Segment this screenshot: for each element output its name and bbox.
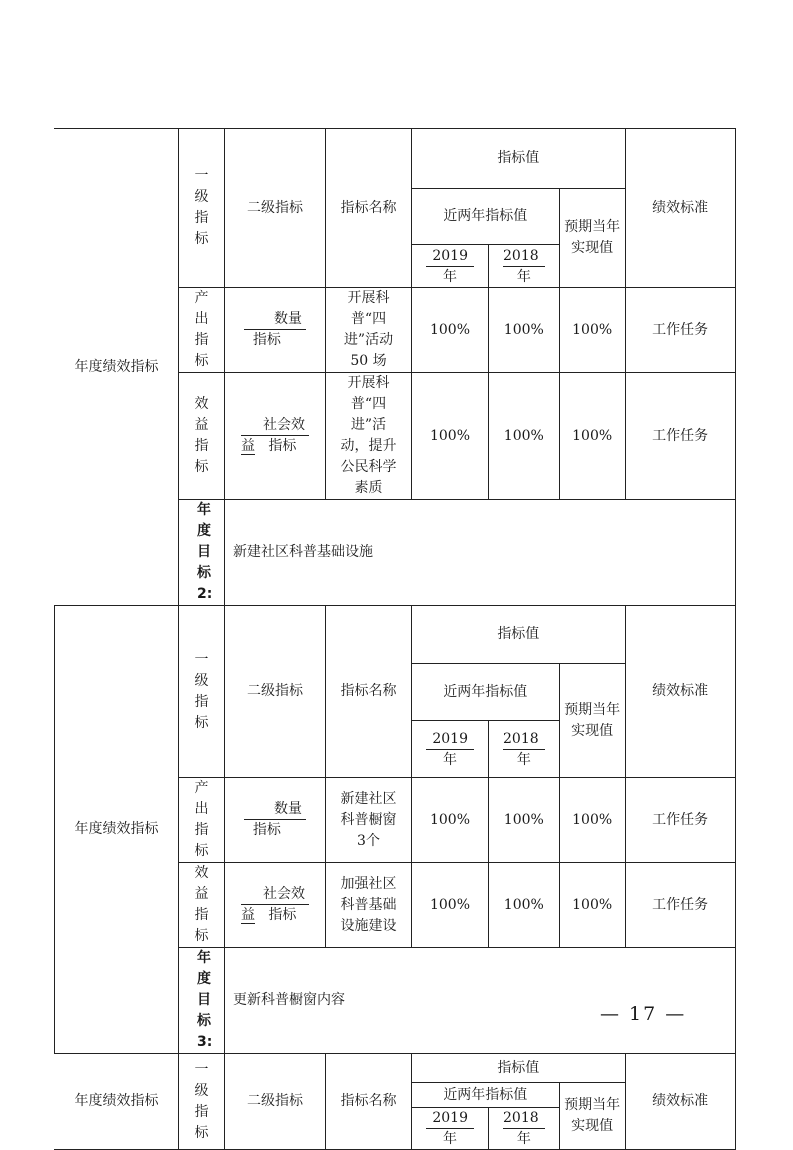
level2-cell: 社会效 益 指标 xyxy=(225,863,326,948)
standard-cell: 工作任务 xyxy=(625,288,735,373)
name-header-3: 指标名称 xyxy=(326,1054,412,1150)
value-2019-cell: 100% xyxy=(412,778,489,863)
standard-header-2: 绩效标准 xyxy=(625,606,735,778)
goal-label-3: 年度目标 3: xyxy=(179,948,225,1054)
level2-header-2: 二级指标 xyxy=(225,606,326,778)
indicator-name-cell: 开展科普“四进”活动，提升公民科学素质 xyxy=(326,373,412,500)
expected-value-cell: 100% xyxy=(559,373,625,500)
year-2019-header-1: 2019 年 xyxy=(412,245,489,288)
value-2019-cell: 100% xyxy=(412,863,489,948)
indicator-name-cell: 开展科普“四进”活动 50 场 xyxy=(326,288,412,373)
section2-header-row-1 xyxy=(55,606,736,664)
level2-header-1: 二级指标 xyxy=(225,129,326,288)
level2-cell: 社会效 益 指标 xyxy=(225,373,326,500)
expected-header-1: 预期当年实现值 xyxy=(559,189,625,288)
name-header-2: 指标名称 xyxy=(326,606,412,778)
recent-two-header-2: 近两年指标值 xyxy=(412,664,560,721)
level1-header-2: 一级指标 xyxy=(179,606,225,778)
expected-value-cell: 100% xyxy=(559,863,625,948)
value-2019-cell: 100% xyxy=(412,288,489,373)
expected-value-cell: 100% xyxy=(559,288,625,373)
year-2019-header-2: 2019 年 xyxy=(412,721,489,778)
standard-cell: 工作任务 xyxy=(625,778,735,863)
year-2018-header-1: 2018 年 xyxy=(489,245,560,288)
level1-cell: 效益指标 xyxy=(179,373,225,500)
standard-header-3: 绩效标准 xyxy=(625,1054,735,1150)
standard-cell: 工作任务 xyxy=(625,373,735,500)
level1-header-1: 一级指标 xyxy=(179,129,225,288)
recent-two-header-1: 近两年指标值 xyxy=(412,189,560,245)
value-2018-cell: 100% xyxy=(489,778,560,863)
level2-cell: 数量 指标 xyxy=(225,288,326,373)
level1-cell: 效益指标 xyxy=(179,863,225,948)
value-2018-cell: 100% xyxy=(489,373,560,500)
goal-label-2: 年度目标 2: xyxy=(179,500,225,606)
standard-header-1: 绩效标准 xyxy=(625,129,735,288)
level1-cell: 产出指标 xyxy=(179,778,225,863)
level1-header-3: 一级指标 xyxy=(179,1054,225,1150)
level2-cell: 数量 指标 xyxy=(225,778,326,863)
section1-header-row-1 xyxy=(55,129,736,189)
performance-indicator-table xyxy=(54,128,736,1150)
annual-indicator-label-3: 年度绩效指标 xyxy=(55,1054,179,1150)
recent-two-header-3: 近两年指标值 xyxy=(412,1083,560,1108)
standard-cell: 工作任务 xyxy=(625,863,735,948)
year-2018-header-2: 2018 年 xyxy=(489,721,560,778)
expected-header-3: 预期当年实现值 xyxy=(559,1083,625,1150)
year-2019-header-3: 2019 年 xyxy=(412,1108,489,1150)
annual-indicator-label-2: 年度绩效指标 xyxy=(55,606,179,1054)
annual-indicator-label-1: 年度绩效指标 xyxy=(55,129,179,606)
indicator-value-header-1: 指标值 xyxy=(412,129,626,189)
goal-text-2: 新建社区科普基础设施 xyxy=(225,500,736,606)
level1-cell: 产出指标 xyxy=(179,288,225,373)
indicator-value-header-3: 指标值 xyxy=(412,1054,626,1083)
year-2018-header-3: 2018 年 xyxy=(489,1108,560,1150)
indicator-name-cell: 加强社区科普基础设施建设 xyxy=(326,863,412,948)
goal-text-3: 更新科普橱窗内容 xyxy=(225,948,736,1054)
name-header-1: 指标名称 xyxy=(326,129,412,288)
indicator-name-cell: 新建社区科普橱窗3个 xyxy=(326,778,412,863)
value-2018-cell: 100% xyxy=(489,288,560,373)
expected-header-2: 预期当年实现值 xyxy=(559,664,625,778)
page-number: — 17 — xyxy=(600,1003,687,1025)
level2-header-3: 二级指标 xyxy=(225,1054,326,1150)
section3-header-row-1 xyxy=(55,1054,736,1083)
value-2018-cell: 100% xyxy=(489,863,560,948)
indicator-value-header-2: 指标值 xyxy=(412,606,626,664)
value-2019-cell: 100% xyxy=(412,373,489,500)
expected-value-cell: 100% xyxy=(559,778,625,863)
